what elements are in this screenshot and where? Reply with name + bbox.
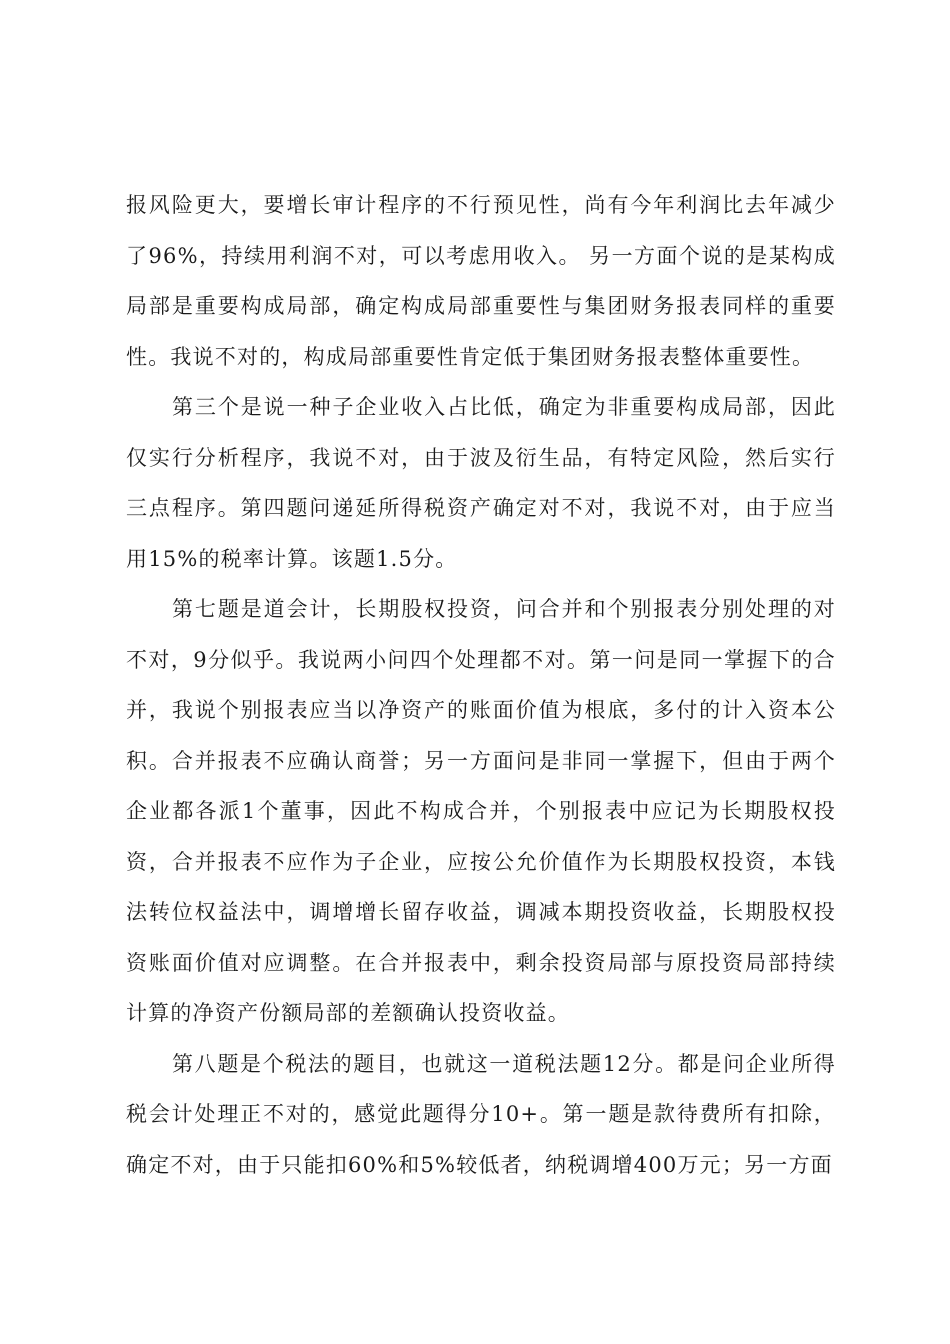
document-body <box>126 180 836 1190</box>
paragraph-4: 第八题是个税法的题目，也就这一道税法题12分。都是问企业所得税会计处理正不对的，感觉此题得分10+。第一题是款待费所有扣除，确定不对，由于只能扣60%和5%较低者，纳税调增400万元；另一方面 <box>126 1051 836 1177</box>
paragraph-1: 报风险更大，要增长审计程序的不行预见性，尚有今年利润比去年减少了96%，持续用利润不对，可以考虑用收入。 另一方面个说的是某构成局部是重要构成局部，确定构成局部重要性与集团财务报表同样的重要性。我说不对的，构成局部重要性肯定低于集团财务报表整体重要性。 <box>126 193 836 369</box>
paragraph-2: 第三个是说一种子企业收入占比低，确定为非重要构成局部，因此仅实行分析程序，我说不对，由于波及衍生品，有特定风险，然后实行三点程序。第四题问递延所得税资产确定对不对，我说不对，由于应当用15%的税率计算。该题1.5分。 <box>126 395 836 571</box>
paragraph-3: 第七题是道会计，长期股权投资，问合并和个别报表分别处理的对不对，9分似乎。我说两小问四个处理都不对。第一问是同一掌握下的合并，我说个别报表应当以净资产的账面价值为根底，多付的计入资本公积。合并报表不应确认商誉；另一方面问是非同一掌握下，但由于两个企业都各派1个董事，因此不构成合并，个别报表中应记为长期股权投资，合并报表不应作为子企业，应按公允价值作为长期股权投资，本钱法转位权益法中，调增增长留存收益，调减本期投资收益，长期股权投资账面价值对应调整。在合并报表中，剩余投资局部与原投资局部持续计算的净资产份额局部的差额确认投资收益。 <box>126 597 836 1025</box>
